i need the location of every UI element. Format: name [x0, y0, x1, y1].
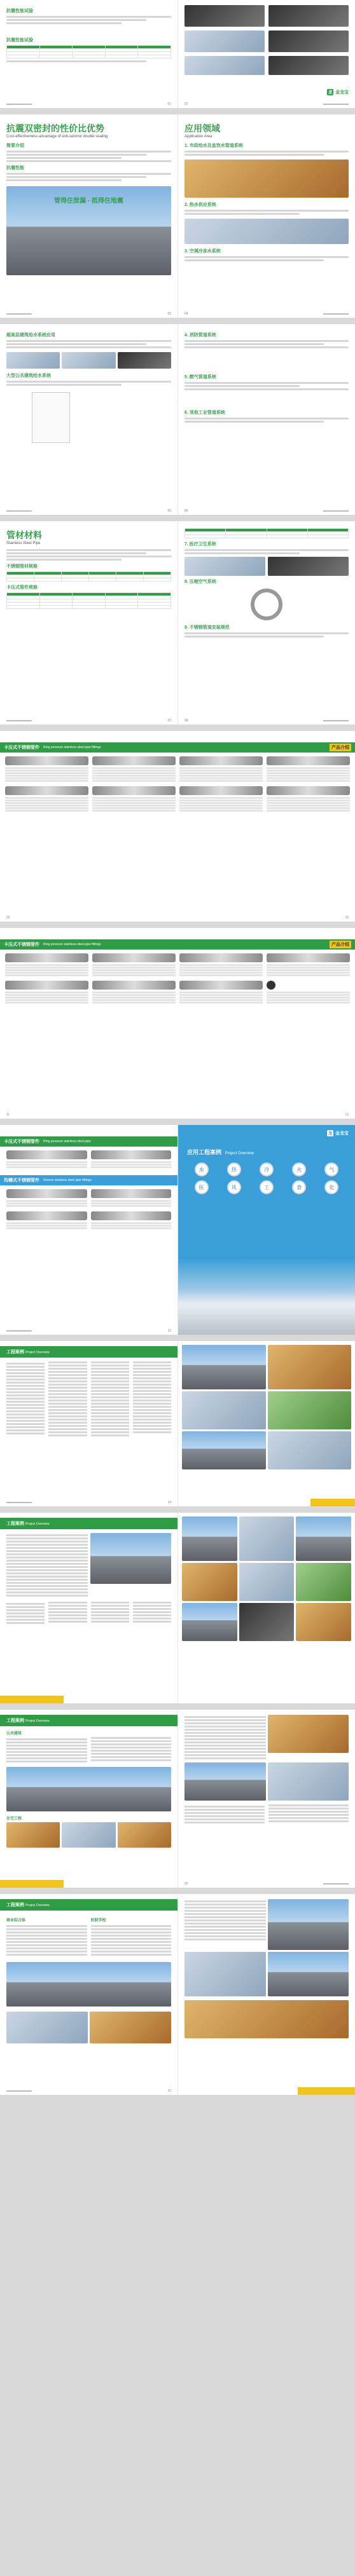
page-left	[0, 1341, 178, 1506]
page-subtitle: Application Area	[184, 135, 212, 139]
page-number: 12	[345, 1113, 349, 1117]
project-photo	[6, 1822, 60, 1848]
project-photo	[62, 1822, 115, 1848]
section-title: 抗震性能试验	[6, 9, 33, 13]
page-left	[0, 1894, 178, 2095]
page-right	[178, 1341, 355, 1506]
page-left	[0, 1513, 178, 1703]
project-list	[6, 1737, 171, 1763]
page-number: 03	[167, 312, 171, 316]
page-right	[178, 324, 355, 515]
project-photo	[184, 1952, 266, 1996]
heat-icon: 热	[227, 1162, 241, 1176]
project-photo	[184, 1762, 266, 1801]
page-number: 09	[6, 916, 10, 920]
spread-8	[0, 1341, 355, 1506]
gas-icon: 气	[324, 1162, 338, 1176]
project-photo	[239, 1603, 295, 1641]
banner-subtitle: Ring pressure stainless steel pipe fittings	[43, 943, 101, 946]
section-title: 工程案例	[6, 1903, 24, 1907]
page-subtitle: Cost-effectiveness advantage of anti-seismic double sealing	[6, 135, 108, 139]
decor-bar	[310, 1499, 355, 1506]
project-photo	[182, 1391, 266, 1429]
banner-tag: 产品介绍	[330, 941, 351, 948]
section-title: 9. 不锈钢管道安装规范	[184, 625, 230, 630]
product-item	[92, 981, 176, 1004]
banner-title: 沟槽式不锈钢管件	[4, 1178, 39, 1183]
decor-bar	[0, 1696, 64, 1703]
product-item	[267, 981, 350, 1004]
section-banner	[0, 1518, 178, 1529]
food-icon: 食	[292, 1180, 306, 1194]
section-banner	[0, 1346, 178, 1358]
page-number: 13	[167, 1329, 171, 1333]
project-photo	[182, 1345, 266, 1389]
spread-6	[0, 928, 355, 1119]
product-item	[179, 981, 263, 1004]
section-title: 工程案例	[6, 1350, 24, 1354]
spread-5	[0, 731, 355, 922]
decor-bar	[0, 1880, 64, 1888]
spec-table	[6, 571, 171, 582]
product-item	[5, 953, 88, 977]
project-list	[6, 1602, 171, 1625]
section-banner	[0, 939, 355, 950]
product-item	[92, 953, 176, 977]
project-photo	[6, 352, 60, 369]
page-number: 14	[167, 1501, 171, 1504]
product-item	[5, 786, 88, 812]
section-subtitle: Project Overview	[25, 1719, 50, 1723]
page-title: 抗震双密封的性价比优势	[6, 123, 104, 133]
spread-4	[0, 521, 355, 725]
chemical-icon: 化	[324, 1180, 338, 1194]
spread-1	[0, 0, 355, 108]
paragraph-line	[6, 60, 146, 62]
page-right	[178, 114, 355, 318]
page-right	[178, 1894, 355, 2095]
project-photo-grid	[184, 1715, 349, 1801]
logo-text: 金龙宝	[335, 90, 349, 95]
page-number: 06	[184, 509, 188, 513]
product-item	[179, 786, 263, 812]
project-photo	[268, 1345, 352, 1389]
project-photo-grid	[184, 1899, 349, 1996]
spread-2	[0, 114, 355, 318]
spec-table	[6, 592, 171, 609]
page-title: 应用领域	[184, 123, 220, 133]
project-photo	[296, 1516, 351, 1561]
section-title: 6. 其他工业管道系统	[184, 411, 225, 415]
decor-bar	[298, 2087, 355, 2095]
page-number: 01	[167, 102, 171, 106]
product-item	[267, 786, 350, 812]
city-illustration	[6, 186, 171, 275]
category-title: 公共建筑	[6, 1732, 22, 1736]
project-photo	[268, 1715, 349, 1753]
project-photo-grid	[178, 1341, 355, 1473]
page-number: 11	[6, 1113, 10, 1117]
brand-logo	[327, 89, 349, 95]
section-title: 工程案例	[6, 1522, 24, 1526]
product-item	[267, 953, 350, 977]
project-photo-grid	[178, 1513, 355, 1645]
product-item	[92, 756, 176, 782]
section-title: 不锈钢管材规格	[6, 564, 38, 569]
section-subtitle: Project Overview	[25, 1351, 50, 1354]
page-number: 05	[167, 509, 171, 513]
page-left	[0, 324, 178, 515]
banner-title: 卡压式不锈钢管件	[4, 943, 39, 947]
product-item	[5, 981, 88, 1004]
project-photo	[6, 2012, 88, 2043]
page-footer	[184, 103, 349, 106]
section-title: 卡压式管件规格	[6, 585, 38, 590]
banner-subtitle: Ring pressure stainless steel pipe fittings	[43, 746, 101, 749]
product-item	[5, 756, 88, 782]
section-title: 3. 空调冷冻水系统	[184, 249, 221, 254]
cover-subtitle: Project Overview	[225, 1152, 254, 1155]
project-photo	[182, 1516, 237, 1561]
project-photo	[6, 1767, 171, 1811]
product-photo	[184, 56, 265, 75]
product-photo	[268, 31, 349, 52]
project-photo	[268, 1952, 349, 1996]
project-photo	[296, 1603, 351, 1641]
project-photo	[182, 1603, 237, 1641]
product-photo	[184, 557, 265, 576]
section-title: 8. 压缩空气系统	[184, 580, 216, 584]
spread-7	[0, 1125, 355, 1335]
page-left	[0, 0, 178, 108]
product-photo	[268, 56, 349, 75]
project-photo	[184, 2000, 349, 2038]
product-photo	[184, 31, 265, 52]
product-photo	[184, 5, 265, 27]
page-number: 02	[184, 102, 188, 106]
application-photo	[184, 160, 349, 198]
fire-icon: 火	[292, 1162, 306, 1176]
water-icon: 水	[195, 1162, 209, 1176]
page-number: 21	[167, 2089, 171, 2093]
banner-tag: 产品介绍	[330, 744, 351, 751]
section-title: 大型公共建筑给水系统	[6, 374, 51, 378]
product-photo	[268, 557, 349, 576]
industry-icon: 工	[260, 1180, 274, 1194]
page-right	[178, 1513, 355, 1703]
section-title: 工程案例	[6, 1719, 24, 1723]
logo-mark: 龙	[328, 90, 333, 95]
spread-10	[0, 1710, 355, 1888]
banner-subtitle: Groove stainless steel pipe fittings	[43, 1178, 92, 1182]
page-number: 07	[167, 719, 171, 723]
banner-title: 卡压式不锈钢管件	[4, 1140, 39, 1144]
section-banner	[0, 742, 355, 753]
spec-table	[184, 528, 349, 538]
category-title: 商业综合体	[6, 1919, 26, 1923]
project-photo	[268, 1391, 352, 1429]
project-photo	[62, 352, 115, 369]
certificate-image	[32, 392, 70, 443]
paragraph-line	[6, 19, 146, 21]
paragraph-line	[6, 16, 171, 18]
section-title: 抗震性能	[6, 166, 24, 170]
application-icon-grid	[178, 1159, 355, 1198]
product-item	[267, 756, 350, 782]
project-photo	[268, 1431, 352, 1469]
product-grid	[0, 753, 355, 816]
project-photo	[6, 1962, 171, 2007]
page-number: 04	[184, 312, 188, 316]
project-photo	[182, 1563, 237, 1601]
page-number: 20	[184, 1882, 188, 1886]
product-grid	[0, 950, 355, 1008]
category-title: 医院学校	[90, 1919, 106, 1923]
air-icon: 风	[227, 1180, 241, 1194]
brand-logo	[327, 1130, 349, 1136]
project-photo	[90, 2012, 171, 2043]
section-subtitle: Project Overview	[25, 1904, 50, 1907]
stadium-photo	[178, 1258, 355, 1335]
application-photo	[184, 219, 349, 244]
page-right	[178, 521, 355, 725]
section-title: 7. 医疗卫生系统	[184, 542, 216, 547]
page-left	[0, 114, 178, 318]
seal-ring-photo	[251, 589, 282, 620]
project-photo	[239, 1516, 295, 1561]
page-number: 08	[184, 719, 188, 723]
page-left	[0, 1710, 178, 1888]
cold-icon: 冷	[260, 1162, 274, 1176]
slogan: 管得住泄漏 · 抵得住地震	[54, 198, 123, 205]
page-right	[178, 0, 355, 108]
project-list	[6, 1361, 171, 1436]
section-subtitle: Project Overview	[25, 1522, 50, 1526]
project-photo	[90, 1533, 172, 1584]
section-banner	[0, 1715, 178, 1726]
section-title: 5. 燃气管道系统	[184, 375, 216, 379]
cover-title: 应用工程案例	[187, 1149, 222, 1155]
page-left	[0, 521, 178, 725]
spread-3	[0, 324, 355, 515]
project-photo	[268, 1762, 349, 1801]
section-banner	[0, 1899, 178, 1911]
section-banner	[0, 1136, 178, 1147]
product-item	[179, 756, 263, 782]
paragraph-line	[6, 22, 122, 24]
spec-table	[6, 45, 171, 58]
page-right	[178, 1125, 355, 1335]
product-photo	[268, 5, 349, 27]
project-photo	[118, 352, 171, 369]
banner-subtitle: Ring pressure stainless steel pipe	[43, 1140, 91, 1143]
project-photo	[268, 1899, 349, 1950]
section-title: 2. 热水供应系统	[184, 203, 216, 207]
product-item	[179, 953, 263, 977]
project-photo	[296, 1563, 351, 1601]
section-title: 超高层建筑给水系统应用	[6, 333, 55, 337]
section-banner	[0, 1175, 178, 1185]
spread-9	[0, 1513, 355, 1703]
page-left	[0, 1125, 178, 1335]
project-photo	[118, 1822, 171, 1848]
section-title: 简要介绍	[6, 144, 24, 148]
logo-text: 金龙宝	[335, 1131, 349, 1136]
category-title: 住宅工程	[6, 1817, 22, 1821]
spread-11	[0, 1894, 355, 2095]
page-right	[178, 1710, 355, 1888]
page-subtitle: Stainless Steel Pipe	[6, 542, 41, 545]
logo-mark: 龙	[328, 1131, 333, 1136]
page-title: 管材材料	[6, 530, 42, 540]
page-footer	[6, 103, 171, 106]
project-photo	[239, 1563, 295, 1601]
product-item	[92, 786, 176, 812]
section-title: 抗震性能试验	[6, 38, 33, 43]
medical-icon: 医	[195, 1180, 209, 1194]
project-photo	[182, 1431, 266, 1469]
section-title: 4. 消防管道系统	[184, 333, 216, 337]
page-number: 10	[345, 916, 349, 920]
banner-title: 卡压式不锈钢管件	[4, 746, 39, 750]
section-title: 1. 市政给水及直饮水管道系统	[184, 144, 243, 148]
